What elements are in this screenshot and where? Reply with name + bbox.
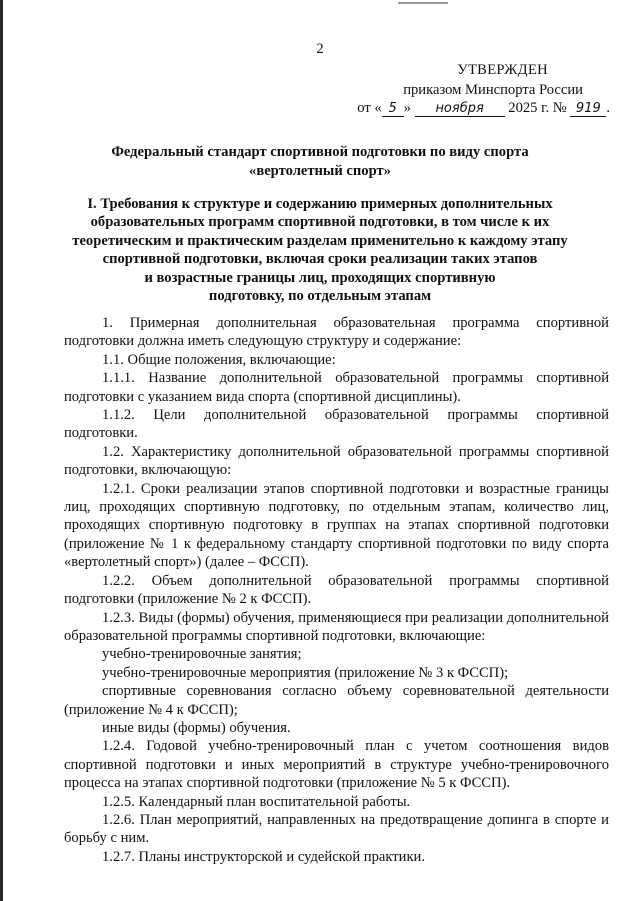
section-title [0,195,640,305]
date-prefix: от « [357,100,382,116]
approval-issuer: приказом Минспорта России [403,82,583,98]
handwritten-month: ноября [415,101,505,117]
scan-mark [398,2,448,4]
paragraph: 1.2.4. Годовой учебно-тренировочный план с учетом соотношения видов спортивной подготовки и иных мероприятий в структуре учебно-тренировочного процесса на этапах спортивной подготовки (приложение № 5 к ФССП). [64,738,609,792]
section-title-line: и возрастные границы лиц, проходящих спортивную [144,269,496,286]
paragraph: 1.2.7. Планы инструкторской и судейской практики. [102,848,425,865]
section-title-line: подготовку, по отдельным этапам [208,287,432,304]
paragraph: учебно-тренировочные занятия; [102,646,302,663]
paragraph: 1.1.2. Цели дополнительной образовательной программы спортивной подготовки. [64,407,609,442]
paragraph: 1.2.1. Сроки реализации этапов спортивной подготовки и возрастные границы лиц, проходящих спортивную подготовку, по отдельным этапам, количество лиц, проходящих спортивную подготовку в группах на этапах спортивной подготовки (приложение № 1 к федеральному стандарту спортивной подготовки по виду спорта «вертолетный спорт») (далее – ФССП). [64,480,609,571]
section-title-line: спортивной подготовки, включая сроки реализации таких этапов [102,251,538,268]
paragraph: 1.2.2. Объем дополнительной образовательной программы спортивной подготовки (приложение № 2 к ФССП). [64,572,609,608]
section-title-line: I. Требования к структуре и содержанию примерных дополнительных [87,196,553,212]
section-title-line: образовательных программ спортивной подготовки, в том числе к их [90,214,550,231]
paragraph: спортивные соревнования согласно объему соревновательной деятельности (приложение № 4 к ФССП); [64,683,609,718]
document-body [64,314,609,866]
date-suffix: . [606,100,610,116]
approval-date [357,99,610,117]
paragraph: 1.2.6. План мероприятий, направленных на предотвращение допинга в спорте и борьбу с ним. [64,811,609,847]
date-year: 2025 г. № [508,100,567,116]
approval-title: УТВЕРЖДЕН [457,62,548,78]
handwritten-day: 5 [382,101,404,117]
paragraph: 1. Примерная дополнительная образовательная программа спортивной подготовки должна иметь следующую структуру и содержание: [64,315,609,350]
page-number: 2 [316,41,324,57]
standard-title-line: «вертолетный спорт» [249,163,391,179]
handwritten-order-number: 919 [570,101,606,117]
paragraph: 1.2.5. Календарный план воспитательной работы. [102,793,411,810]
date-mid: » [403,100,411,116]
paragraph: иные виды (формы) обучения. [102,719,291,736]
standard-title [0,143,640,181]
paragraph: учебно-тренировочные мероприятия (приложение № 3 к ФССП); [102,664,509,681]
section-title-line: теоретическим и практическим разделам применительно к каждому этапу [72,232,568,249]
paragraph: 1.2. Характеристику дополнительной образовательной программы спортивной подготовки, включающую: [64,443,609,479]
standard-title-line: Федеральный стандарт спортивной подготовки по виду спорта [111,144,529,160]
paragraph: 1.2.3. Виды (формы) обучения, применяющиеся при реализации дополнительной образовательной программы спортивной подготовки, включающие: [64,609,609,644]
paragraph: 1.1. Общие положения, включающие: [102,351,336,368]
paragraph: 1.1.1. Название дополнительной образовательной программы спортивной подготовки с указанием вида спорта (спортивной дисциплины). [64,370,609,405]
